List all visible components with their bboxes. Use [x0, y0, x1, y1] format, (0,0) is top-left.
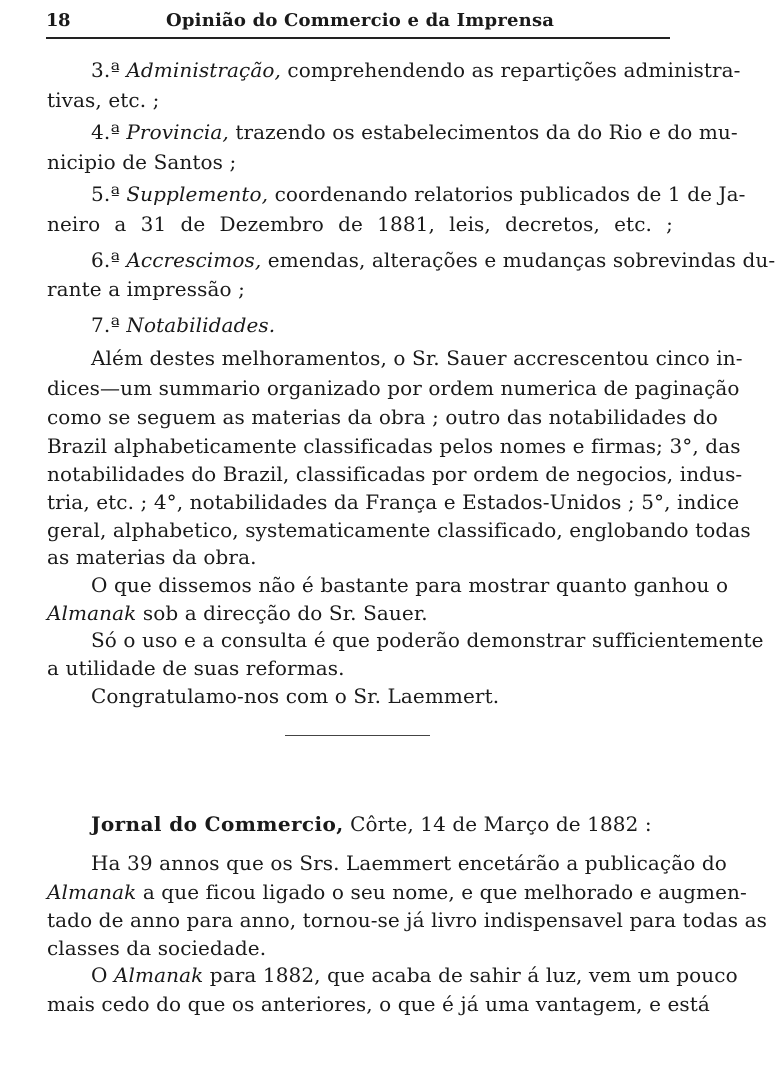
item-6-number: 6.ª — [91, 248, 120, 272]
paragraph-3-line-1: Só o uso e a consulta é que poderão demonstrar sufficientemente — [91, 628, 764, 652]
item-7-number: 7.ª — [91, 313, 120, 337]
item-4-line-2: nicipio de Santos ; — [47, 150, 237, 174]
item-4-line-1 — [91, 120, 738, 144]
paragraph-1-line-7: geral, alphabetico, systematicamente classificado, englobando todas — [47, 518, 751, 542]
almanak-title: Almanak — [47, 880, 137, 904]
item-3-title: Administração, — [126, 58, 281, 82]
item-4-text: trazendo os estabelecimentos da do Rio e do mu- — [235, 120, 738, 144]
page-header — [46, 8, 668, 32]
paragraph-2-line-2 — [47, 601, 673, 625]
almanak-title: Almanak — [113, 963, 204, 987]
running-title: Opinião do Commercio e da Imprensa — [166, 10, 555, 31]
newspaper-name: Jornal do Commercio, — [91, 812, 344, 836]
paragraph-1-line-2: dices—um summario organizado por ordem numerica de paginação — [47, 376, 740, 400]
paragraph-start: O — [91, 963, 108, 987]
paragraph-1-line-5: notabilidades do Brazil, classificadas por ordem de negocios, indus- — [47, 462, 743, 486]
paragraph-2-text: sob a direcção do Sr. Sauer. — [142, 601, 428, 625]
dateline: Côrte, 14 de Março de 1882 : — [350, 812, 652, 836]
item-6-line-2: rante a impressão ; — [47, 277, 245, 301]
paragraph-3-line-2: a utilidade de suas reformas. — [47, 656, 345, 680]
section-2-paragraph-2-line-2: mais cedo do que os anteriores, o que é já uma vantagem, e está — [47, 992, 710, 1016]
item-4-number: 4.ª — [91, 120, 120, 144]
item-6-text: emendas, alterações e mudanças sobrevindas du- — [267, 248, 775, 272]
section-2-paragraph-2-text: para 1882, que acaba de sahir á luz, vem um pouco — [209, 963, 738, 987]
paragraph-1-line-3: como se seguem as materias da obra ; outro das notabilidades do — [47, 405, 718, 429]
item-5-line-2: neiro a 31 de Dezembro de 1881, leis, decretos, etc. ; — [47, 212, 673, 236]
section-2-paragraph-1-line-2 — [47, 880, 747, 904]
header-rule — [46, 37, 670, 39]
item-7-title: Notabilidades. — [126, 313, 276, 337]
item-3-line-2: tivas, etc. ; — [47, 88, 160, 112]
section-2-paragraph-1-line-3: tado de anno para anno, tornou-se já livro indispensavel para todas as — [47, 908, 767, 932]
item-3-line-1 — [91, 58, 741, 82]
paragraph-1-line-1: Além destes melhoramentos, o Sr. Sauer accrescentou cinco in- — [91, 346, 743, 370]
section-2-heading — [91, 812, 673, 836]
item-3-text: comprehendendo as repartições administra- — [287, 58, 741, 82]
paragraph-1-line-8: as materias da obra. — [47, 545, 257, 569]
section-2-paragraph-2-line-1 — [91, 963, 738, 987]
item-4-title: Provincia, — [126, 120, 229, 144]
item-5-number: 5.ª — [91, 182, 120, 206]
section-divider — [285, 735, 430, 736]
item-3-number: 3.ª — [91, 58, 120, 82]
paragraph-4: Congratulamo-nos com o Sr. Laemmert. — [91, 684, 500, 708]
item-5-line-1 — [91, 182, 746, 206]
item-7-line — [91, 313, 673, 337]
item-6-line-1 — [91, 248, 775, 272]
paragraph-1-line-6: tria, etc. ; 4°, notabilidades da França e Estados-Unidos ; 5°, indice — [47, 490, 740, 514]
page-number: 18 — [46, 10, 71, 31]
section-2-paragraph-1-line-1: Ha 39 annos que os Srs. Laemmert encetárão a publicação do — [91, 851, 727, 875]
item-5-title: Supplemento, — [126, 182, 269, 206]
section-2-paragraph-1-text: a que ficou ligado o seu nome, e que melhorado e augmen- — [142, 880, 747, 904]
paragraph-2-line-1: O que dissemos não é bastante para mostrar quanto ganhou o — [91, 573, 729, 597]
section-2-paragraph-1-line-4: classes da sociedade. — [47, 936, 267, 960]
item-5-text: coordenando relatorios publicados de 1 de Ja- — [274, 182, 746, 206]
paragraph-1-line-4: Brazil alphabeticamente classificadas pelos nomes e firmas; 3°, das — [47, 434, 741, 458]
almanak-title: Almanak — [47, 601, 137, 625]
item-6-title: Accrescimos, — [126, 248, 262, 272]
